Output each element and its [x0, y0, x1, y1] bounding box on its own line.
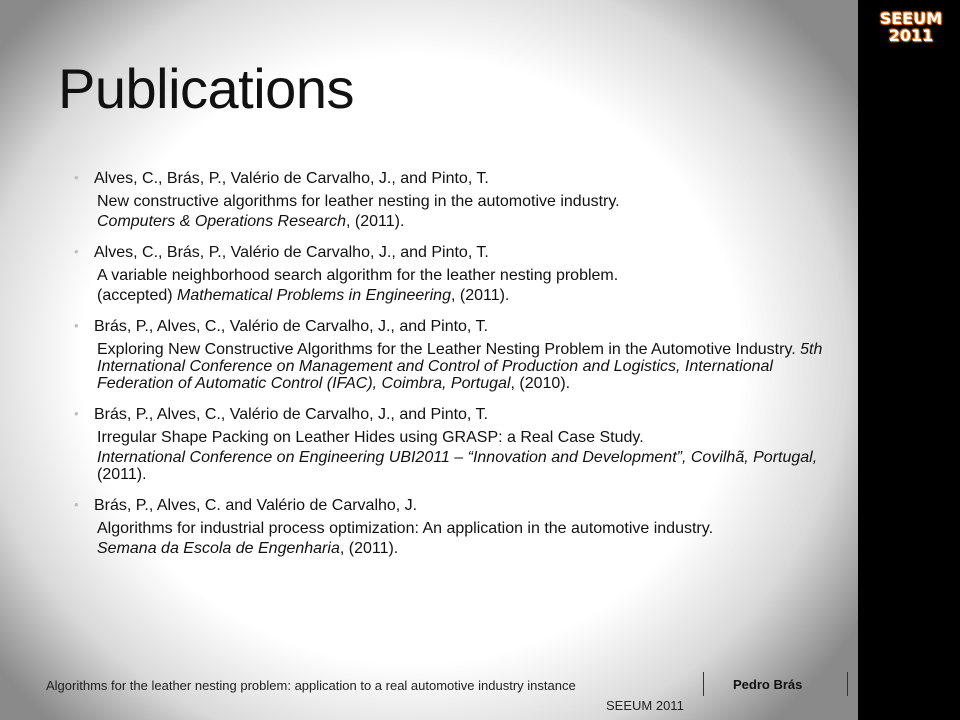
badge-line1: SEEUM	[879, 9, 943, 28]
footer-author: Pedro Brás	[733, 677, 803, 692]
publication-list	[74, 168, 834, 569]
page-title: Publications	[58, 57, 354, 120]
footer-presentation-title: Algorithms for the leather nesting problem: application to a real automotive industry instance	[46, 678, 576, 693]
publication-item	[74, 316, 834, 392]
publication-venue: Semana da Escola de Engenharia, (2011).	[97, 540, 399, 557]
publication-venue: (accepted) Mathematical Problems in Engineering, (2011).	[97, 287, 510, 304]
publication-title-venue: Exploring New Constructive Algorithms for the Leather Nesting Problem in the Automotive Industry. 5th International Conference on Management and Control of Production and Logistics, International Federation of Automatic Control (IFAC), Coimbra, Portugal, (2010).	[97, 341, 823, 392]
publication-title: New constructive algorithms for leather nesting in the automotive industry.	[97, 193, 620, 210]
bullet-icon: •	[74, 244, 79, 259]
publication-authors: Brás, P., Alves, C., Valério de Carvalho, J., and Pinto, T.	[94, 318, 488, 335]
bullet-icon: •	[74, 318, 79, 333]
publication-item	[74, 168, 834, 230]
publication-title: Algorithms for industrial process optimization: An application in the automotive industry.	[97, 520, 714, 537]
publication-authors: Alves, C., Brás, P., Valério de Carvalho, J., and Pinto, T.	[94, 244, 489, 261]
footer-divider	[847, 672, 848, 696]
publication-title: Irregular Shape Packing on Leather Hides using GRASP: a Real Case Study.	[97, 429, 644, 446]
badge-line2: 2011	[888, 26, 934, 45]
publication-title: A variable neighborhood search algorithm for the leather nesting problem.	[97, 267, 619, 284]
right-sidebar-panel	[858, 0, 960, 720]
bullet-icon: •	[74, 170, 79, 185]
publication-item	[74, 242, 834, 304]
footer-event: SEEUM 2011	[606, 698, 684, 713]
bullet-icon: •	[74, 497, 79, 512]
publication-item	[74, 404, 834, 483]
publication-venue: International Conference on Engineering UBI2011 – “Innovation and Development”, Covilhã, Portugal, (2011).	[97, 449, 818, 483]
publication-item	[74, 495, 834, 557]
bullet-icon: •	[74, 406, 79, 421]
publication-authors: Alves, C., Brás, P., Valério de Carvalho, J., and Pinto, T.	[94, 170, 489, 187]
publication-authors: Brás, P., Alves, C., Valério de Carvalho, J., and Pinto, T.	[94, 406, 488, 423]
publication-authors: Brás, P., Alves, C. and Valério de Carvalho, J.	[94, 497, 418, 514]
footer-divider	[703, 672, 704, 696]
seeum-logo-badge	[868, 4, 954, 50]
publication-venue: Computers & Operations Research, (2011).	[97, 213, 405, 230]
